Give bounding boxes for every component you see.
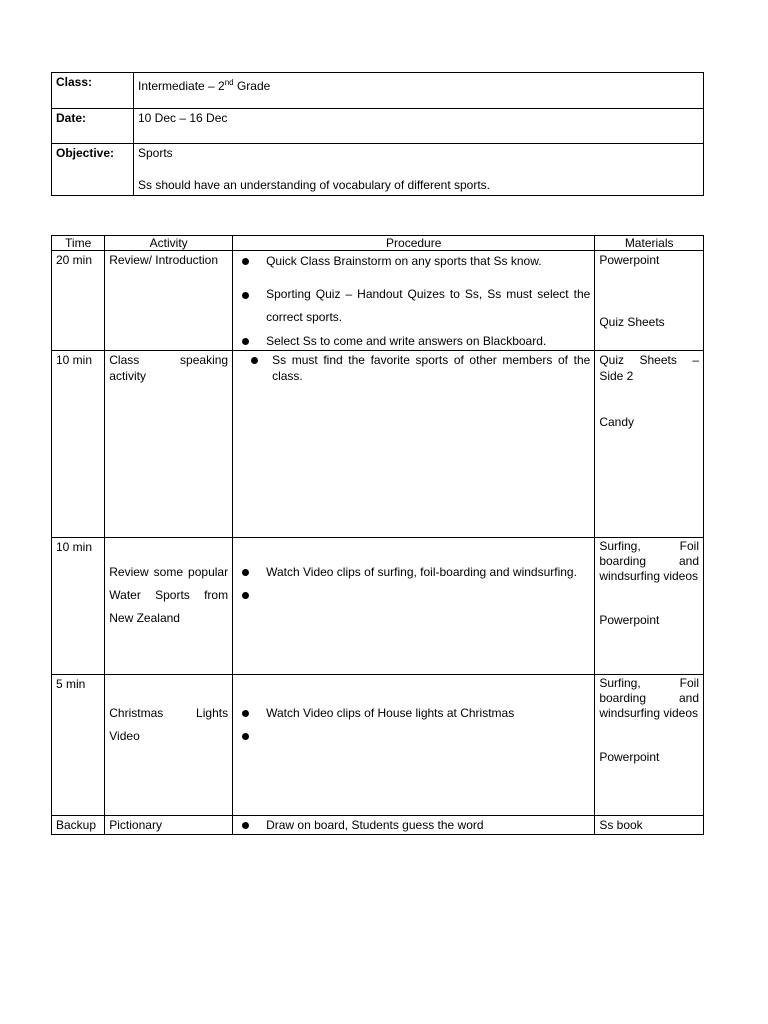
material-item: Surfing, Foil boarding and windsurfing videos xyxy=(599,676,699,720)
objective-row xyxy=(52,144,704,196)
table-row xyxy=(52,675,704,816)
materials-cell xyxy=(595,538,704,675)
activity-cell: Pictionary xyxy=(105,816,233,835)
procedure-item: Sporting Quiz – Handout Quizes to Ss, Ss must select the correct sports. xyxy=(237,283,590,329)
class-row xyxy=(52,73,704,109)
material-item: Quiz Sheets xyxy=(599,315,665,329)
time-cell: 20 min xyxy=(52,251,105,351)
procedure-cell xyxy=(233,816,595,835)
bullet-icon xyxy=(242,292,249,299)
procedure-item: Watch Video clips of surfing, foil-boarding and windsurfing. xyxy=(237,561,590,584)
bullet-icon xyxy=(242,822,249,829)
time-cell: 10 min xyxy=(52,351,105,538)
material-item: Candy xyxy=(599,415,634,429)
materials-cell: Ss book xyxy=(595,816,704,835)
time-cell: 10 min xyxy=(52,538,105,675)
procedure-item: Watch Video clips of House lights at Christmas xyxy=(237,702,590,725)
materials-cell xyxy=(595,675,704,816)
bullet-icon xyxy=(242,569,249,576)
procedure-cell xyxy=(233,251,595,351)
procedure-cell xyxy=(233,538,595,675)
bullet-icon xyxy=(242,258,249,265)
time-cell: 5 min xyxy=(52,675,105,816)
date-row xyxy=(52,109,704,144)
header-procedure: Procedure xyxy=(233,236,595,251)
objective-topic: Sports xyxy=(138,146,173,160)
header-time: Time xyxy=(52,236,105,251)
lesson-plan-table xyxy=(51,235,704,835)
class-label: Class: xyxy=(52,73,134,109)
objective-detail: Ss should have an understanding of vocabulary of different sports. xyxy=(138,178,491,192)
material-item: Quiz Sheets – Side 2 xyxy=(599,353,699,383)
activity-cell: Class speaking activity xyxy=(105,351,233,538)
date-value: 10 Dec – 16 Dec xyxy=(134,109,704,144)
date-label: Date: xyxy=(52,109,134,144)
header-materials: Materials xyxy=(595,236,704,251)
table-row xyxy=(52,538,704,675)
material-item: Powerpoint xyxy=(599,253,660,267)
lesson-info-table xyxy=(51,72,704,196)
materials-cell xyxy=(595,351,704,538)
procedure-item xyxy=(237,725,590,748)
material-item: Surfing, Foil boarding and windsurfing videos xyxy=(599,539,699,583)
table-row xyxy=(52,816,704,835)
class-value: Intermediate – 2nd Grade xyxy=(134,73,704,109)
procedure-item: Draw on board, Students guess the word xyxy=(237,817,590,833)
procedure-cell xyxy=(233,351,595,538)
procedure-cell xyxy=(233,675,595,816)
bullet-icon xyxy=(242,710,249,717)
bullet-icon xyxy=(251,357,258,364)
activity-cell: Review some popular Water Sports from New Zealand xyxy=(105,538,233,675)
table-row xyxy=(52,351,704,538)
table-row xyxy=(52,251,704,351)
material-item: Powerpoint xyxy=(599,750,660,764)
bullet-icon xyxy=(242,592,249,599)
activity-cell: Christmas Lights Video xyxy=(105,675,233,816)
materials-cell xyxy=(595,251,704,351)
procedure-item xyxy=(237,584,590,607)
header-activity: Activity xyxy=(105,236,233,251)
objective-label: Objective: xyxy=(52,144,134,196)
procedure-item: Ss must find the favorite sports of other members of the class. xyxy=(237,352,590,384)
time-cell: Backup xyxy=(52,816,105,835)
procedure-item: Select Ss to come and write answers on Blackboard. xyxy=(237,333,590,349)
procedure-item: Quick Class Brainstorm on any sports that Ss know. xyxy=(237,253,590,269)
activity-cell: Review/ Introduction xyxy=(105,251,233,351)
material-item: Powerpoint xyxy=(599,613,660,627)
objective-value xyxy=(134,144,704,196)
bullet-icon xyxy=(242,733,249,740)
bullet-icon xyxy=(242,338,249,345)
plan-header-row xyxy=(52,236,704,251)
